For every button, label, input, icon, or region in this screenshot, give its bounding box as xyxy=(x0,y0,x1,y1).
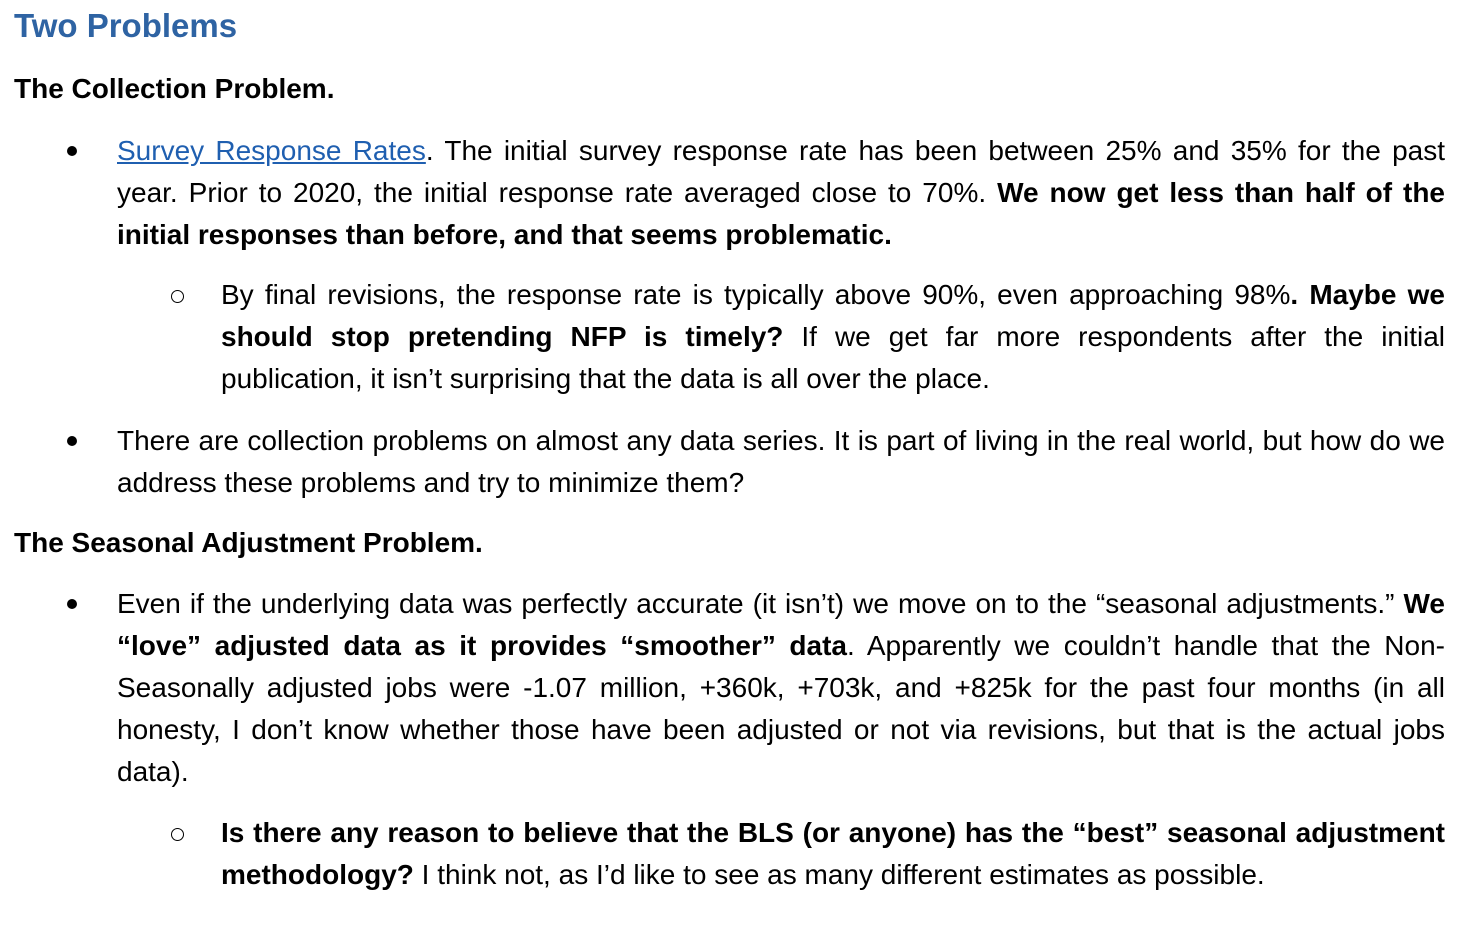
sub-item-text-2: If we get far more respondents after the initial publication, it isn’t surprising that the data is all over the place. xyxy=(221,321,1445,394)
page-title: Two Problems xyxy=(14,7,238,44)
sub-item-text-2: I think not, as I’d like to see as many different estimates as possible. xyxy=(413,859,1265,890)
list-item-collection-problems xyxy=(117,420,1445,504)
item-text: Even if the underlying data was perfectly accurate (it isn’t) we move on to the “seasonal adjustments.” xyxy=(117,588,1404,619)
section-heading-seasonal: The Seasonal Adjustment Problem. xyxy=(14,527,483,558)
sub-item-bold-text: Is there any reason to believe that the BLS (or anyone) has the “best” seasonal adjustment methodology? xyxy=(221,817,1445,890)
list-item-seasonal-adjustments xyxy=(117,583,1445,793)
list-item-survey-response xyxy=(117,130,1445,256)
item-text: . The initial survey response rate has been between 25% and 35% for the past year. Prior to 2020, the initial response rate averaged close to 70%. xyxy=(117,135,1445,208)
item-bold-text: We “love” adjusted data as it provides “smoother” data xyxy=(117,588,1445,661)
item-bold-text: We now get less than half of the initial responses than before, and that seems problematic. xyxy=(117,177,1445,250)
sub-item-bold-text: . Maybe we should stop pretending NFP is timely? xyxy=(221,279,1445,352)
item-text-2: . Apparently we couldn’t handle that the Non-Seasonally adjusted jobs were -1.07 million, +360k, +703k, and +825k for the past four months (in all honesty, I don’t know whether those have been adjusted or not via revisions, but that is the actual jobs data). xyxy=(117,630,1445,787)
survey-response-rates-link[interactable]: Survey Response Rates xyxy=(117,135,426,166)
sub-list-item-final-revisions xyxy=(221,274,1445,400)
section-heading-collection: The Collection Problem. xyxy=(14,73,335,104)
item-text: There are collection problems on almost any data series. It is part of living in the real world, but how do we address these problems and try to minimize them? xyxy=(117,425,1445,498)
sub-item-text: By final revisions, the response rate is typically above 90%, even approaching 98% xyxy=(221,279,1291,310)
sub-list-item-bls-methodology xyxy=(221,812,1445,896)
